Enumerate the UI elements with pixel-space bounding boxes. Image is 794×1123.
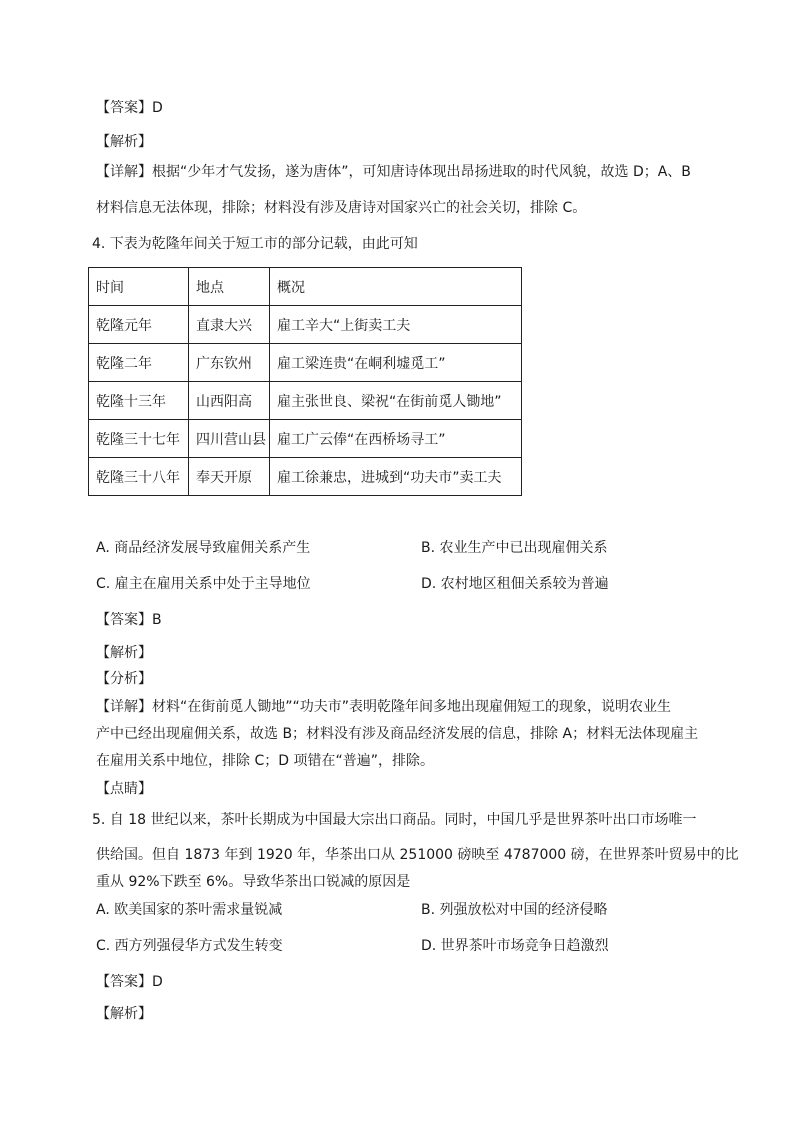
table-cell: 乾隆元年 (89, 306, 189, 344)
q4-analysis-heading: 【解析】 (96, 645, 152, 661)
table-cell: 雇工徐兼忠，进城到“功夫市”卖工夫 (270, 458, 522, 496)
table-row (89, 382, 522, 420)
q5-option-c: C. 西方列强侵华方式发生转变 (96, 938, 283, 954)
q3-answer: 【答案】D (96, 100, 163, 116)
q5-stem-line1: 5. 自 18 世纪以来，茶叶长期成为中国最大宗出口商品。同时，中国几乎是世界茶叶出口市场唯一 (92, 812, 697, 828)
table-cell: 雇工梁连贵“在峒利墟觅工” (270, 344, 522, 382)
q4-option-b: B. 农业生产中已出现雇佣关系 (421, 540, 608, 556)
q5-option-a: A. 欧美国家的茶叶需求量锐减 (96, 902, 283, 918)
table-cell: 四川营山县 (189, 420, 270, 458)
table-header-row (89, 268, 522, 306)
q4-fenxi-heading: 【分析】 (96, 671, 152, 687)
q5-stem-line3: 重从 92%下跌至 6%。导致华茶出口锐减的原因是 (96, 874, 411, 890)
table-cell: 广东钦州 (189, 344, 270, 382)
q5-analysis-heading: 【解析】 (96, 1006, 152, 1022)
q5-stem-line2: 供给国。但自 1873 年到 1920 年，华茶出口从 251000 磅映至 4787000 磅，在世界茶叶贸易中的比 (96, 847, 739, 863)
q3-analysis-heading: 【解析】 (96, 134, 152, 150)
q4-dianjing-heading: 【点睛】 (96, 781, 152, 797)
table-row (89, 344, 522, 382)
table-row (89, 306, 522, 344)
table-cell: 山西阳高 (189, 382, 270, 420)
q4-option-d: D. 农村地区租佃关系较为普遍 (421, 576, 609, 592)
q4-option-c: C. 雇主在雇用关系中处于主导地位 (96, 576, 311, 592)
table-cell: 雇主张世良、梁祝“在街前觅人锄地” (270, 382, 522, 420)
q3-detail-line1: 【详解】根据“少年才气发扬，遂为唐体”，可知唐诗体现出昂扬进取的时代风貌，故选 D；A、B (96, 164, 691, 180)
table-header-cell: 概况 (270, 268, 522, 306)
q5-option-d: D. 世界茶叶市场竞争日趋激烈 (421, 938, 609, 954)
table-cell: 乾隆二年 (89, 344, 189, 382)
table-header-cell: 地点 (189, 268, 270, 306)
q3-detail-line2: 材料信息无法体现，排除；材料没有涉及唐诗对国家兴亡的社会关切，排除 C。 (96, 200, 587, 216)
table-cell: 乾隆三十七年 (89, 420, 189, 458)
table-cell: 雇工广云俸“在西桥场寻工” (270, 420, 522, 458)
q4-stem: 4. 下表为乾隆年间关于短工市的部分记载，由此可知 (92, 236, 418, 252)
table-cell: 雇工辛大“上街卖工夫 (270, 306, 522, 344)
table-cell: 直隶大兴 (189, 306, 270, 344)
q4-option-a: A. 商品经济发展导致雇佣关系产生 (96, 540, 311, 556)
table-row (89, 458, 522, 496)
q5-answer: 【答案】D (96, 974, 163, 990)
q5-option-b: B. 列强放松对中国的经济侵略 (421, 902, 608, 918)
table-cell: 乾隆十三年 (89, 382, 189, 420)
q4-detail-line3: 在雇用关系中地位，排除 C；D 项错在“普遍”，排除。 (96, 753, 434, 769)
table-cell: 乾隆三十八年 (89, 458, 189, 496)
table-cell: 奉天开原 (189, 458, 270, 496)
records-table (88, 267, 522, 496)
q4-answer: 【答案】B (96, 612, 162, 628)
table-row (89, 420, 522, 458)
q4-detail-line1: 【详解】材料“在街前觅人锄地”“功夫市”表明乾隆年间多地出现雇佣短工的现象，说明农业生 (96, 699, 672, 715)
q4-detail-line2: 产中已经出现雇佣关系，故选 B；材料没有涉及商品经济发展的信息，排除 A；材料无法体现雇主 (96, 726, 699, 742)
table-header-cell: 时间 (89, 268, 189, 306)
